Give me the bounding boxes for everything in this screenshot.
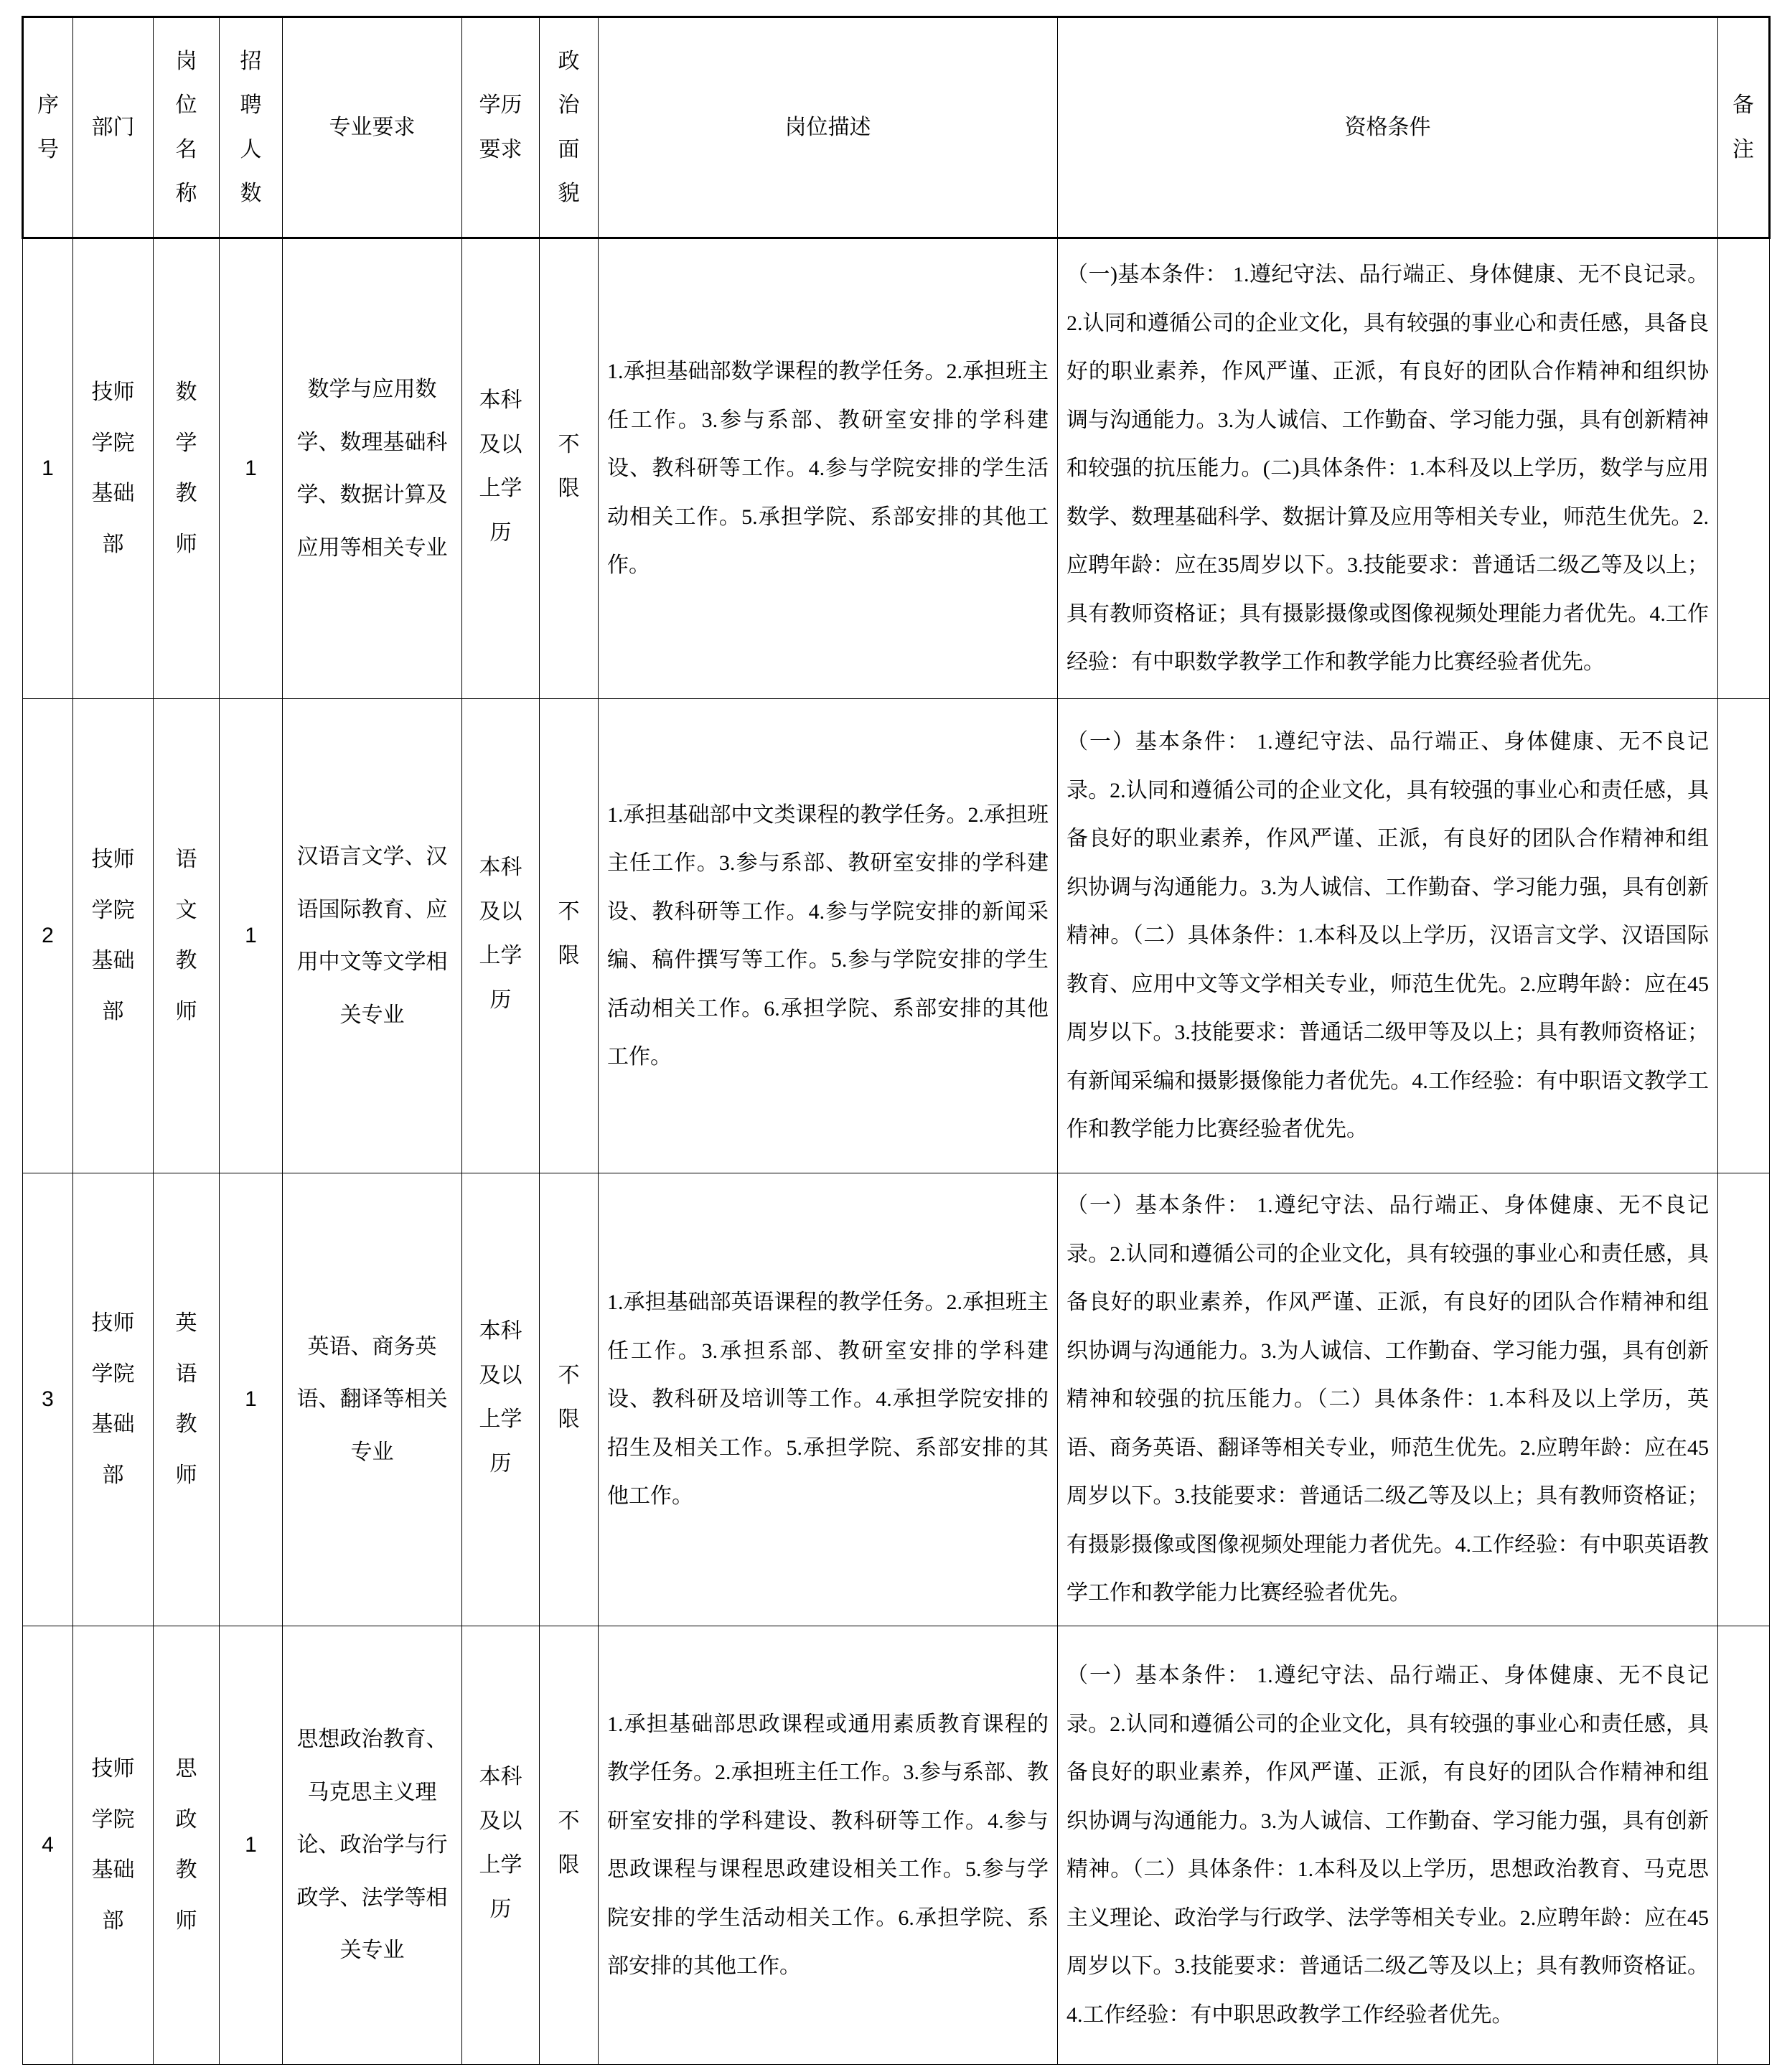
header-sequence-number-stacked: 序 号 [37, 93, 59, 161]
table-body [23, 238, 1770, 2065]
cell-qualification: （一)基本条件： 1.遵纪守法、品行端正、身体健康、无不良记录。2.认同和遵循公司的企业文化，具有较强的事业心和责任感，具备良好的职业素养，作风严谨、正派，有良好的团队合作精神和组织协调与沟通能力。3.为人诚信、工作勤奋、学习能力强，具有创新精神和较强的抗压能力。(二)具体条件：1.本科及以上学历，数学与应用数学、数理基础科学、数据计算及应用等相关专业，师范生优先。2.应聘年龄：应在35周岁以下。3.技能要求：普通话二级乙等及以上；具有教师资格证；具有摄影摄像或图像视频处理能力者优先。4.工作经验：有中职数学教学工作和教学能力比赛经验者优先。 [1058, 238, 1718, 699]
header-political-status-stacked: 政 治 面 貌 [558, 49, 580, 205]
table-row [23, 238, 1770, 699]
cell-position-name: 数 学 教 师 [154, 238, 220, 699]
cell-education-requirement: 本科 及以 上学 历 [462, 1626, 540, 2065]
cell-qualification: （一）基本条件： 1.遵纪守法、品行端正、身体健康、无不良记录。2.认同和遵循公司的企业文化，具有较强的事业心和责任感，具备良好的职业素养，作风严谨、正派，有良好的团队合作精神和组织协调与沟通能力。3.为人诚信、工作勤奋、学习能力强，具有创新精神。（二）具体条件：1.本科及以上学历，汉语言文学、汉语国际教育、应用中文等文学相关专业，师范生优先。2.应聘年龄：应在45周岁以下。3.技能要求：普通话二级甲等及以上；具有教师资格证；有新闻采编和摄影摄像能力者优先。4.工作经验：有中职语文教学工作和教学能力比赛经验者优先。 [1058, 699, 1718, 1173]
cell-major-requirement: 汉语言文学、汉语国际教育、应用中文等文学相关专业 [283, 699, 462, 1173]
cell-political-status: 不 限 [540, 1173, 599, 1626]
cell-sequence-number: 1 [23, 238, 73, 699]
column-header-political-status [540, 17, 599, 238]
column-header-sequence-number [23, 17, 73, 238]
cell-job-description: 1.承担基础部英语课程的教学任务。2.承担班主任工作。3.承担系部、教研室安排的学科建设、教科研及培训等工作。4.承担学院安排的招生及相关工作。5.承担学院、系部安排的其他工作。 [599, 1173, 1058, 1626]
cell-job-description: 1.承担基础部中文类课程的教学任务。2.承担班主任工作。3.参与系部、教研室安排的学科建设、教科研等工作。4.参与学院安排的新闻采编、稿件撰写等工作。5.参与学院安排的学生活动相关工作。6.承担学院、系部安排的其他工作。 [599, 699, 1058, 1173]
cell-headcount: 1 [220, 699, 283, 1173]
table-row [23, 1173, 1770, 1626]
cell-department: 技师 学院 基础 部 [73, 238, 154, 699]
column-header-headcount [220, 17, 283, 238]
cell-position-name: 思 政 教 师 [154, 1626, 220, 2065]
cell-education-requirement: 本科 及以 上学 历 [462, 699, 540, 1173]
header-education-stacked: 学历 要求 [479, 93, 522, 161]
cell-job-description: 1.承担基础部思政课程或通用素质教育课程的教学任务。2.承担班主任工作。3.参与系部、教研室安排的学科建设、教科研等工作。4.参与思政课程与课程思政建设相关工作。5.参与学院安排的学生活动相关工作。6.承担学院、系部安排的其他工作。 [599, 1626, 1058, 2065]
cell-sequence-number: 2 [23, 699, 73, 1173]
header-position-name-stacked: 岗 位 名 称 [175, 49, 197, 205]
cell-education-requirement: 本科 及以 上学 历 [462, 1173, 540, 1626]
cell-political-status: 不 限 [540, 699, 599, 1173]
table-row [23, 1626, 1770, 2065]
cell-major-requirement: 数学与应用数学、数理基础科学、数据计算及应用等相关专业 [283, 238, 462, 699]
cell-sequence-number: 3 [23, 1173, 73, 1626]
column-header-job-description: 岗位描述 [599, 17, 1058, 238]
cell-headcount: 1 [220, 238, 283, 699]
recruitment-positions-table [22, 16, 1771, 2065]
column-header-major-requirement: 专业要求 [283, 17, 462, 238]
cell-qualification: （一）基本条件： 1.遵纪守法、品行端正、身体健康、无不良记录。2.认同和遵循公司的企业文化，具有较强的事业心和责任感，具备良好的职业素养，作风严谨、正派，有良好的团队合作精神和组织协调与沟通能力。3.为人诚信、工作勤奋、学习能力强，具有创新精神。（二）具体条件：1.本科及以上学历，思想政治教育、马克思主义理论、政治学与行政学、法学等相关专业。2.应聘年龄：应在45周岁以下。3.技能要求：普通话二级乙等及以上；具有教师资格证。4.工作经验：有中职思政教学工作经验者优先。 [1058, 1626, 1718, 2065]
column-header-education-requirement [462, 17, 540, 238]
column-header-remarks [1718, 17, 1770, 238]
cell-headcount: 1 [220, 1626, 283, 2065]
cell-political-status: 不 限 [540, 1626, 599, 2065]
cell-department: 技师 学院 基础 部 [73, 699, 154, 1173]
cell-department: 技师 学院 基础 部 [73, 1626, 154, 2065]
header-department-stacked: 部门 [91, 115, 135, 139]
cell-remarks [1718, 238, 1770, 699]
cell-sequence-number: 4 [23, 1626, 73, 2065]
cell-position-name: 语 文 教 师 [154, 699, 220, 1173]
cell-education-requirement: 本科 及以 上学 历 [462, 238, 540, 699]
cell-major-requirement: 英语、商务英语、翻译等相关专业 [283, 1173, 462, 1626]
cell-remarks [1718, 1626, 1770, 2065]
cell-major-requirement: 思想政治教育、马克思主义理论、政治学与行政学、法学等相关专业 [283, 1626, 462, 2065]
column-header-qualification: 资格条件 [1058, 17, 1718, 238]
cell-qualification: （一）基本条件： 1.遵纪守法、品行端正、身体健康、无不良记录。2.认同和遵循公司的企业文化，具有较强的事业心和责任感，具备良好的职业素养，作风严谨、正派，有良好的团队合作精神和组织协调与沟通能力。3.为人诚信、工作勤奋、学习能力强，具有创新精神和较强的抗压能力。（二）具体条件：1.本科及以上学历，英语、商务英语、翻译等相关专业，师范生优先。2.应聘年龄：应在45周岁以下。3.技能要求：普通话二级乙等及以上；具有教师资格证；有摄影摄像或图像视频处理能力者优先。4.工作经验：有中职英语教学工作和教学能力比赛经验者优先。 [1058, 1173, 1718, 1626]
column-header-position-name [154, 17, 220, 238]
cell-position-name: 英 语 教 师 [154, 1173, 220, 1626]
cell-headcount: 1 [220, 1173, 283, 1626]
header-headcount-stacked: 招 聘 人 数 [240, 49, 262, 205]
cell-remarks [1718, 1173, 1770, 1626]
cell-job-description: 1.承担基础部数学课程的教学任务。2.承担班主任工作。3.参与系部、教研室安排的学科建设、教科研等工作。4.参与学院安排的学生活动相关工作。5.承担学院、系部安排的其他工作。 [599, 238, 1058, 699]
cell-remarks [1718, 699, 1770, 1173]
table-header-row [23, 17, 1770, 238]
cell-political-status: 不 限 [540, 238, 599, 699]
cell-department: 技师 学院 基础 部 [73, 1173, 154, 1626]
header-remarks-stacked: 备 注 [1733, 93, 1754, 161]
table-row [23, 699, 1770, 1173]
column-header-department [73, 17, 154, 238]
